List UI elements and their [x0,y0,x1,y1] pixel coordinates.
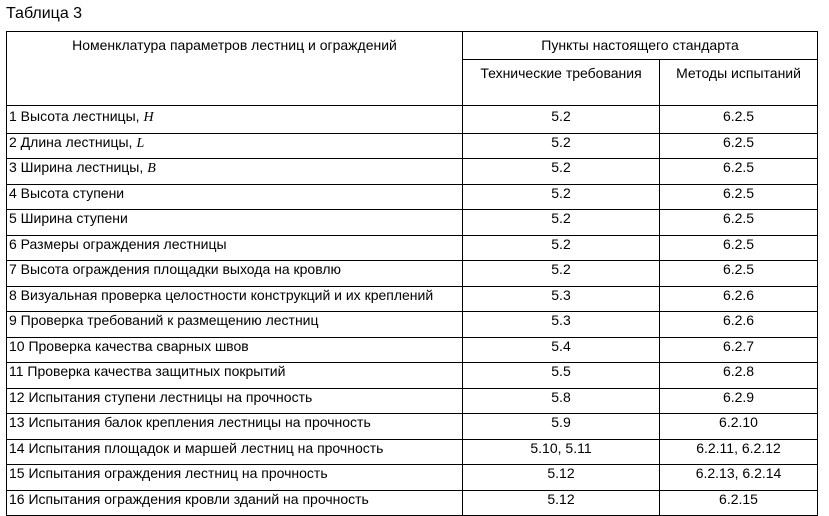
table-row [7,184,818,210]
table-row [7,106,818,134]
parameter-cell [7,439,463,465]
method-clause-cell: 6.2.15 [660,490,818,516]
parameter-name: 12 Испытания ступени лестницы на прочность [9,388,313,405]
method-clause-cell: 6.2.10 [660,414,818,440]
parameter-cell [7,414,463,440]
table-row [7,337,818,363]
parameter-name: 14 Испытания площадок и маршей лестниц на прочность [9,439,384,456]
parameter-cell [7,184,463,210]
technical-clause-cell: 5.12 [463,465,660,491]
technical-clause-cell: 5.4 [463,337,660,363]
parameter-cell [7,337,463,363]
method-clause-cell: 6.2.5 [660,159,818,185]
table-row [7,439,818,465]
parameter-cell [7,312,463,338]
table-row [7,235,818,261]
method-clause-cell: 6.2.5 [660,261,818,287]
header-row-top [7,32,818,60]
technical-clause-cell: 5.2 [463,159,660,185]
header-technical-label: Технические требования [480,65,642,81]
table-row [7,363,818,389]
parameter-cell [7,235,463,261]
parameter-cell [7,286,463,312]
parameter-cell [7,210,463,236]
parameter-name: 7 Высота ограждения площадки выхода на кровлю [9,261,342,277]
header-parameters [7,32,463,106]
table-row [7,414,818,440]
method-clause-cell: 6.2.11, 6.2.12 [660,439,818,465]
method-clause-cell: 6.2.8 [660,363,818,389]
header-parameters-label: Номенклатура параметров лестниц и ограждений [72,37,397,53]
parameter-name: 10 Проверка качества сварных швов [9,337,249,354]
technical-clause-cell: 5.3 [463,312,660,338]
method-clause-cell: 6.2.7 [660,337,818,363]
table-row [7,210,818,236]
technical-clause-cell: 5.12 [463,490,660,516]
header-clauses [463,32,818,60]
table-row [7,286,818,312]
technical-clause-cell: 5.5 [463,363,660,389]
parameter-name: 3 Ширина лестницы, [9,159,144,175]
method-clause-cell: 6.2.5 [660,133,818,159]
header-clauses-label: Пункты настоящего стандарта [541,37,739,53]
method-clause-cell: 6.2.13, 6.2.14 [660,465,818,491]
technical-clause-cell: 5.2 [463,133,660,159]
technical-clause-cell: 5.8 [463,388,660,414]
parameter-symbol: B [147,161,156,176]
table-row [7,465,818,491]
parameter-name: 8 Визуальная проверка целостности конструкций и их креплений [9,286,434,303]
technical-clause-cell: 5.3 [463,286,660,312]
table-row [7,159,818,185]
technical-clause-cell: 5.9 [463,414,660,440]
parameter-cell [7,363,463,389]
parameter-name: 1 Высота лестницы, [9,108,140,124]
table-row [7,261,818,287]
parameter-symbol: H [143,110,154,125]
technical-clause-cell: 5.2 [463,235,660,261]
parameter-cell [7,490,463,516]
parameter-symbol: L [136,135,145,151]
method-clause-cell: 6.2.9 [660,388,818,414]
technical-clause-cell: 5.2 [463,261,660,287]
parameter-name: 6 Размеры ограждения лестницы [9,235,227,252]
parameter-cell [7,388,463,414]
parameter-cell [7,159,463,185]
table-row [7,312,818,338]
parameter-name: 13 Испытания балок крепления лестницы на прочность [9,414,371,430]
method-clause-cell: 6.2.6 [660,312,818,338]
technical-clause-cell: 5.2 [463,184,660,210]
technical-clause-cell: 5.2 [463,210,660,236]
parameter-cell [7,106,463,134]
method-clause-cell: 6.2.6 [660,286,818,312]
parameter-name: 2 Длина лестницы, [9,133,133,150]
method-clause-cell: 6.2.5 [660,184,818,210]
table-body [7,106,818,516]
parameter-name: 4 Высота ступени [9,184,125,201]
method-clause-cell: 6.2.5 [660,106,818,134]
parameter-name: 11 Проверка качества защитных покрытий [9,363,286,379]
parameter-cell [7,465,463,491]
parameter-name: 16 Испытания ограждения кровли зданий на прочность [9,490,369,507]
header-methods [660,60,818,106]
table-row [7,490,818,516]
table-header [7,32,818,106]
table-row [7,388,818,414]
parameter-cell [7,133,463,159]
header-technical [463,60,660,106]
parameter-name: 5 Ширина ступени [9,210,128,226]
parameter-name: 9 Проверка требований к размещению лестниц [9,312,319,328]
header-methods-label: Методы испытаний [676,65,801,81]
technical-clause-cell: 5.10, 5.11 [463,439,660,465]
method-clause-cell: 6.2.5 [660,235,818,261]
table-row [7,133,818,159]
parameter-name: 15 Испытания ограждения лестниц на прочность [9,465,328,481]
standard-table [6,31,818,516]
technical-clause-cell: 5.2 [463,106,660,134]
method-clause-cell: 6.2.5 [660,210,818,236]
parameter-cell [7,261,463,287]
table-caption: Таблица 3 [6,5,83,22]
